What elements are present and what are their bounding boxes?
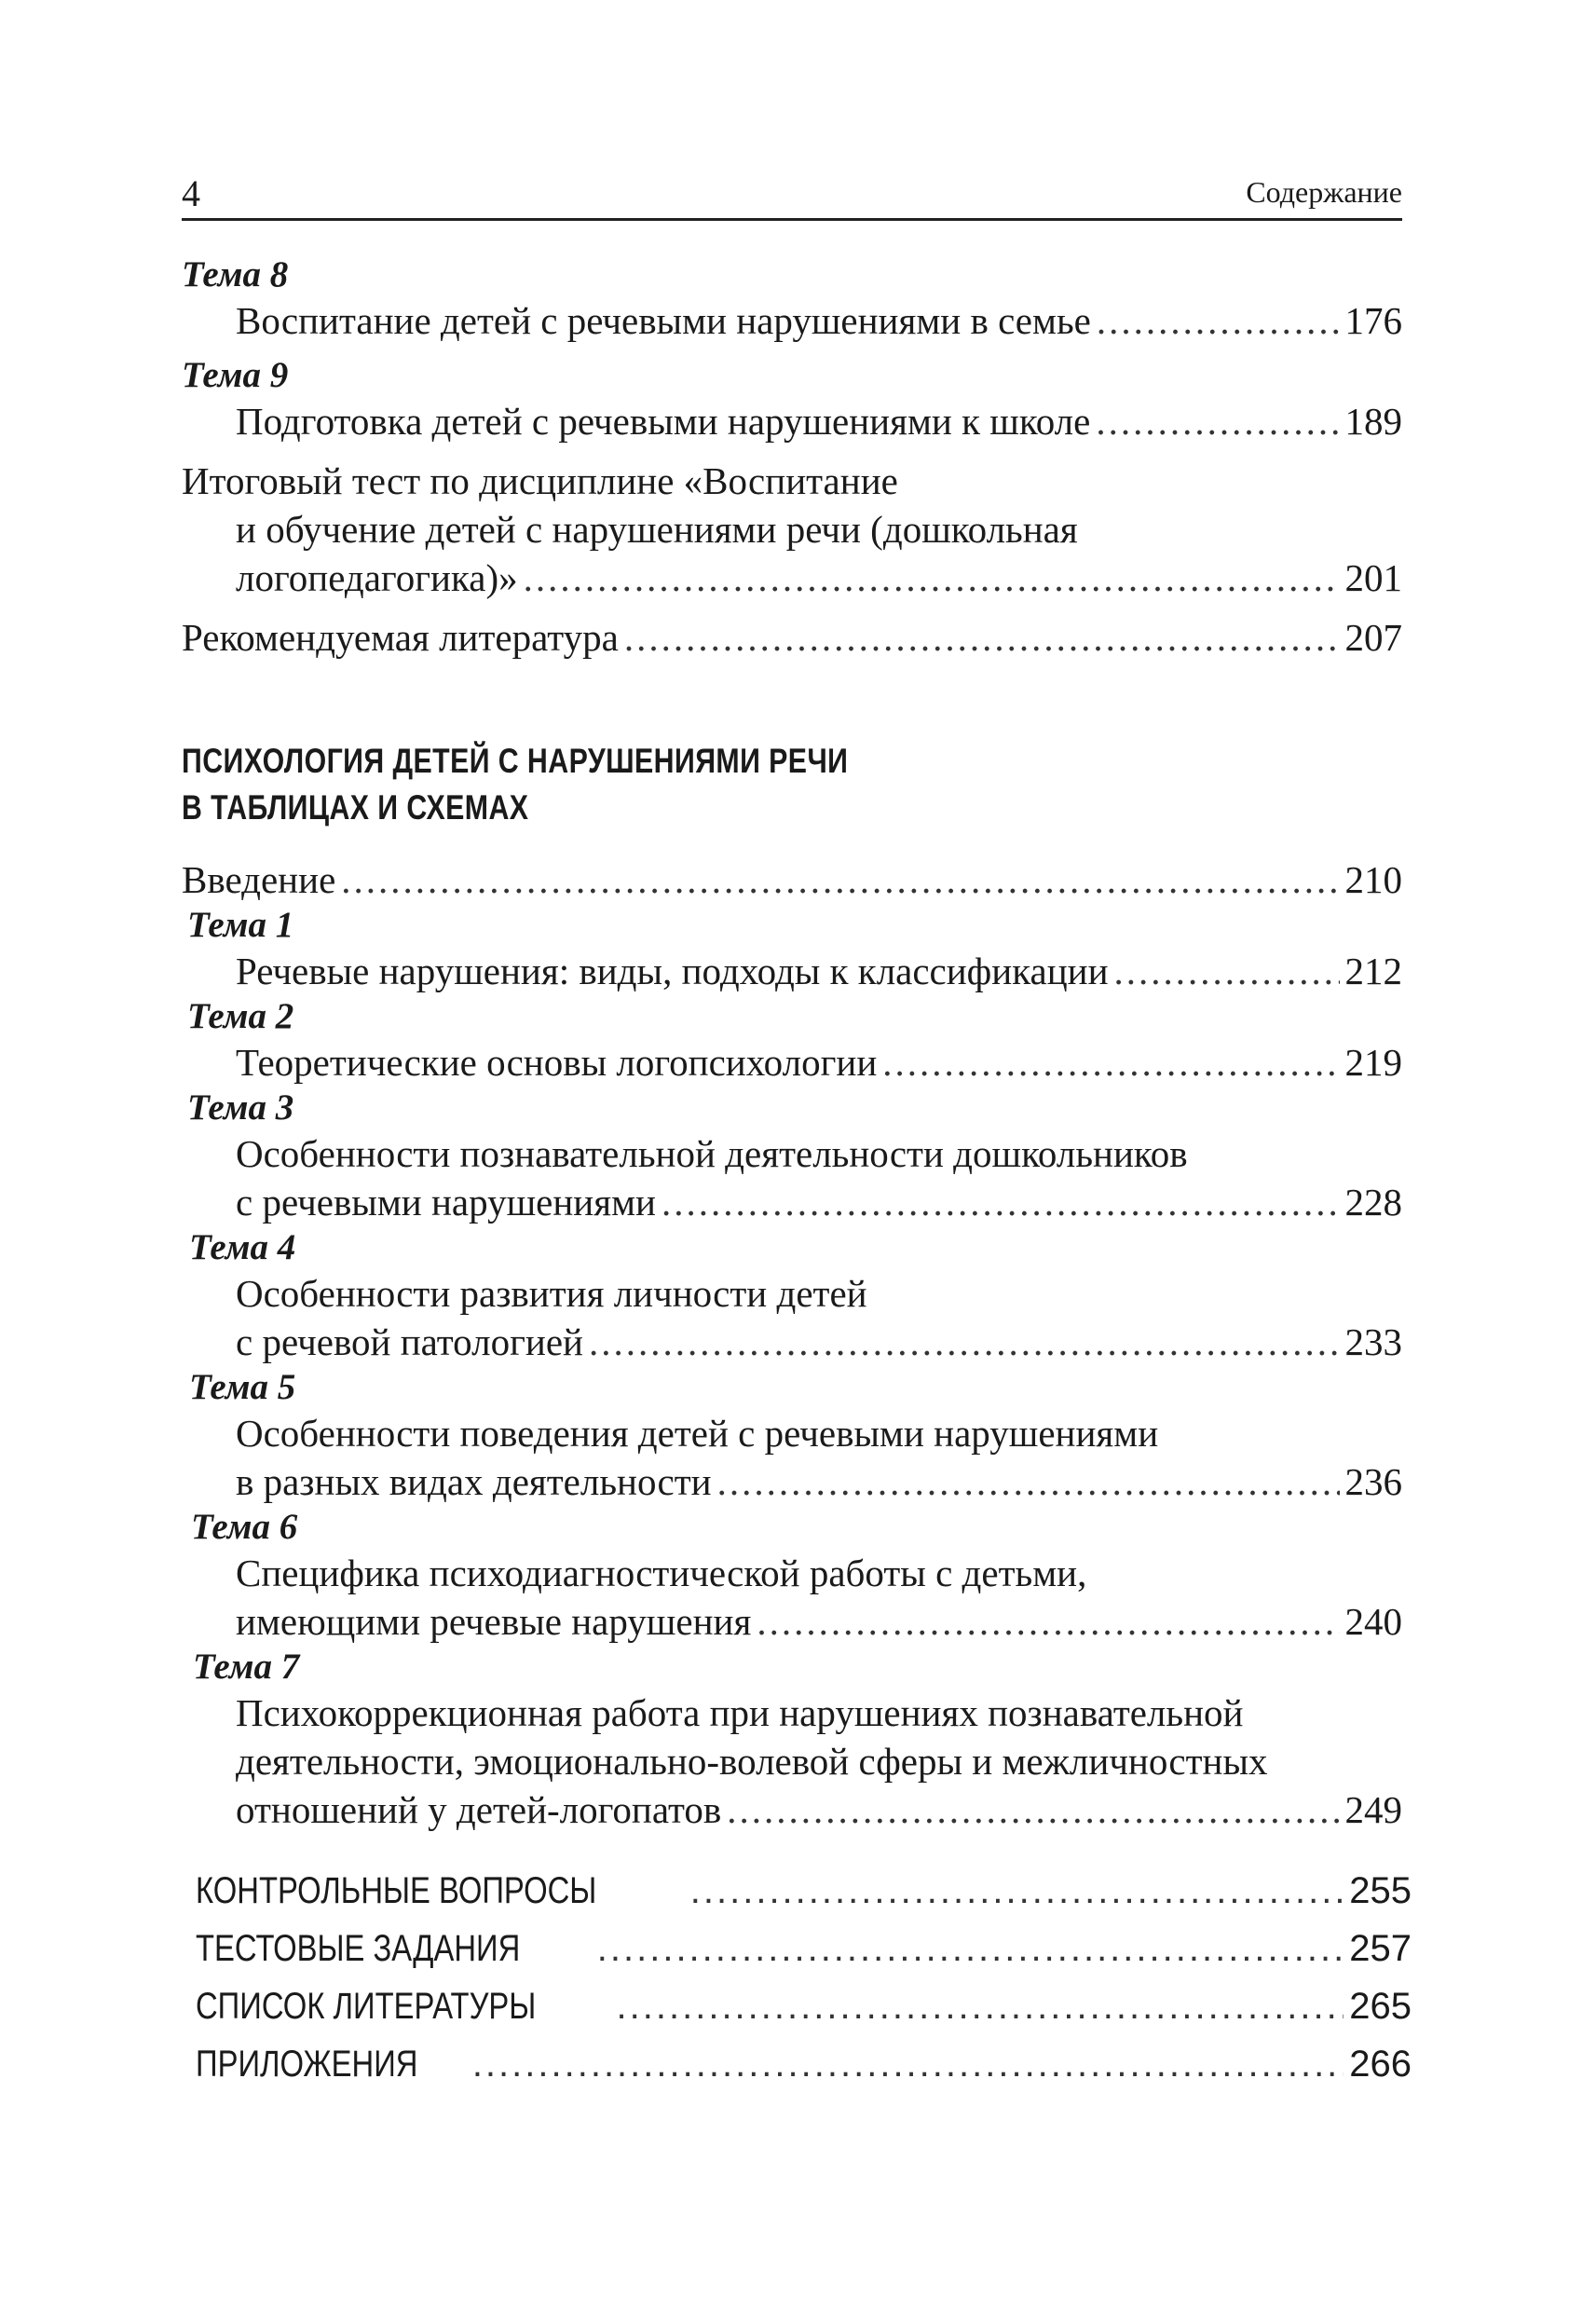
toc-entry-final-test[interactable] bbox=[182, 457, 1402, 602]
toc-entry-page: 212 bbox=[1344, 950, 1402, 992]
section-title-line-1: ПСИХОЛОГИЯ ДЕТЕЙ С НАРУШЕНИЯМИ РЕЧИ bbox=[182, 742, 849, 780]
toc-entry-tema-7[interactable] bbox=[182, 1689, 1402, 1834]
toc-entry-page: 189 bbox=[1344, 400, 1402, 443]
toc-entry-intro[interactable] bbox=[182, 855, 1402, 904]
toc-entry-page: 249 bbox=[1344, 1788, 1402, 1831]
toc-entry-tema-2[interactable] bbox=[182, 1038, 1402, 1087]
toc-entry-tema-9[interactable] bbox=[182, 397, 1402, 445]
toc-entry-page: 176 bbox=[1344, 299, 1402, 342]
toc-entry-title: ТЕСТОВЫЕ ЗАДАНИЯ bbox=[196, 1928, 521, 1969]
tema-3-label: Тема 3 bbox=[187, 1087, 294, 1128]
toc-entry-tema-1[interactable] bbox=[182, 947, 1402, 995]
toc-entry-title: Воспитание детей с речевыми нарушениями в семье bbox=[236, 299, 1091, 342]
toc-entry-bibliography[interactable] bbox=[196, 1977, 1412, 2035]
toc-entry-page: 210 bbox=[1344, 858, 1402, 901]
leader-dots bbox=[717, 1457, 1340, 1506]
running-title: Содержание bbox=[1246, 175, 1402, 209]
tema-7-label: Тема 7 bbox=[193, 1647, 300, 1687]
toc-entry-page: 236 bbox=[1344, 1460, 1402, 1503]
leader-dots bbox=[757, 1597, 1339, 1646]
toc-entry-page: 265 bbox=[1349, 1986, 1412, 2027]
tema-1-label: Тема 1 bbox=[187, 905, 294, 945]
toc-entry-literature[interactable] bbox=[182, 613, 1402, 662]
page-number: 4 bbox=[182, 172, 200, 214]
toc-entry-title: Рекомендуемая литература bbox=[182, 616, 619, 659]
leader-dots bbox=[727, 1785, 1339, 1834]
toc-entry-title: Введение bbox=[182, 858, 336, 901]
toc-part-2 bbox=[182, 855, 1402, 1834]
toc-entry-appendices[interactable] bbox=[196, 2035, 1412, 2093]
toc-entry-page: 207 bbox=[1344, 616, 1402, 659]
toc-entry-title: Теоретические основы логопсихологии bbox=[236, 1041, 878, 1084]
tema-9-label: Тема 9 bbox=[182, 355, 289, 395]
toc-entry-title-line-2: деятельности, эмоционально-волевой сферы и межличностных bbox=[236, 1740, 1268, 1783]
toc-entry-title-line-1: Особенности познавательной деятельности дошкольников bbox=[236, 1132, 1188, 1175]
toc-appendix bbox=[196, 1862, 1412, 2093]
toc-entry-page: 266 bbox=[1349, 2044, 1412, 2085]
toc-entry-title: Подготовка детей с речевыми нарушениями к школе bbox=[236, 400, 1091, 443]
toc-entry-title-line-2: имеющими речевые нарушения bbox=[236, 1600, 752, 1643]
toc-entry-page: 201 bbox=[1344, 556, 1402, 599]
leader-dots bbox=[597, 1920, 1344, 1977]
toc-entry-page: 233 bbox=[1344, 1320, 1402, 1363]
toc-entry-title-line-1: Специфика психодиагностической работы с детьми, bbox=[236, 1552, 1087, 1594]
leader-dots bbox=[690, 1862, 1344, 1920]
tema-6-label: Тема 6 bbox=[191, 1507, 298, 1547]
toc-entry-title-line-2: с речевыми нарушениями bbox=[236, 1181, 656, 1224]
toc-entry-title-line-2: в разных видах деятельности bbox=[236, 1460, 712, 1503]
toc-entry-page: 257 bbox=[1349, 1928, 1412, 1969]
toc-entry-title-line-1: Особенности развития личности детей bbox=[236, 1272, 867, 1315]
toc-entry-title: ПРИЛОЖЕНИЯ bbox=[196, 2044, 418, 2085]
toc-entry-title-line-1: Особенности поведения детей с речевыми нарушениями bbox=[236, 1412, 1159, 1455]
leader-dots bbox=[524, 554, 1340, 602]
toc-entry-page: 240 bbox=[1344, 1600, 1402, 1643]
toc-entry-title-line-3: логопедагогика)» bbox=[236, 556, 518, 599]
toc-entry-title-line-2: с речевой патологией bbox=[236, 1320, 583, 1363]
leader-dots bbox=[1114, 947, 1340, 995]
leader-dots bbox=[1096, 397, 1339, 445]
toc-entry-tema-4[interactable] bbox=[182, 1269, 1402, 1366]
section-heading bbox=[182, 738, 1402, 831]
toc-entry-title-line-1: Психокоррекционная работа при нарушениях познавательной bbox=[236, 1691, 1244, 1734]
leader-dots bbox=[624, 613, 1340, 662]
toc-entry-test-tasks[interactable] bbox=[196, 1920, 1412, 1977]
leader-dots bbox=[617, 1977, 1344, 2035]
tema-8-label: Тема 8 bbox=[182, 254, 289, 294]
leader-dots bbox=[662, 1178, 1340, 1226]
running-header bbox=[182, 166, 1402, 221]
tema-2-label: Тема 2 bbox=[187, 996, 294, 1036]
toc-part-1 bbox=[182, 253, 1402, 662]
toc-entry-title: Речевые нарушения: виды, подходы к классификации bbox=[236, 950, 1109, 992]
leader-dots bbox=[341, 855, 1339, 904]
leader-dots bbox=[1097, 296, 1340, 345]
toc-entry-tema-3[interactable] bbox=[182, 1129, 1402, 1226]
leader-dots bbox=[882, 1038, 1339, 1087]
toc-entry-page: 228 bbox=[1344, 1181, 1402, 1224]
toc-entry-tema-6[interactable] bbox=[182, 1549, 1402, 1646]
toc-entry-control-questions[interactable] bbox=[196, 1862, 1412, 1920]
tema-5-label: Тема 5 bbox=[189, 1367, 296, 1407]
toc-entry-page: 219 bbox=[1344, 1041, 1402, 1084]
section-title-line-2: В ТАБЛИЦАХ И СХЕМАХ bbox=[182, 788, 529, 827]
toc-entry-title: КОНТРОЛЬНЫЕ ВОПРОСЫ bbox=[196, 1870, 597, 1911]
leader-dots bbox=[589, 1318, 1340, 1366]
toc-entry-page: 255 bbox=[1349, 1870, 1412, 1911]
toc-entry-title-line-3: отношений у детей-логопатов bbox=[236, 1788, 722, 1831]
leader-dots bbox=[472, 2035, 1344, 2093]
toc-entry-title: СПИСОК ЛИТЕРАТУРЫ bbox=[196, 1986, 537, 2027]
toc-entry-tema-5[interactable] bbox=[182, 1409, 1402, 1506]
toc-entry-title-line-1: Итоговый тест по дисциплине «Воспитание bbox=[182, 459, 898, 502]
tema-4-label: Тема 4 bbox=[189, 1227, 296, 1267]
toc-entry-title-line-2: и обучение детей с нарушениями речи (дошкольная bbox=[236, 508, 1078, 551]
toc-entry-tema-8[interactable] bbox=[182, 296, 1402, 345]
